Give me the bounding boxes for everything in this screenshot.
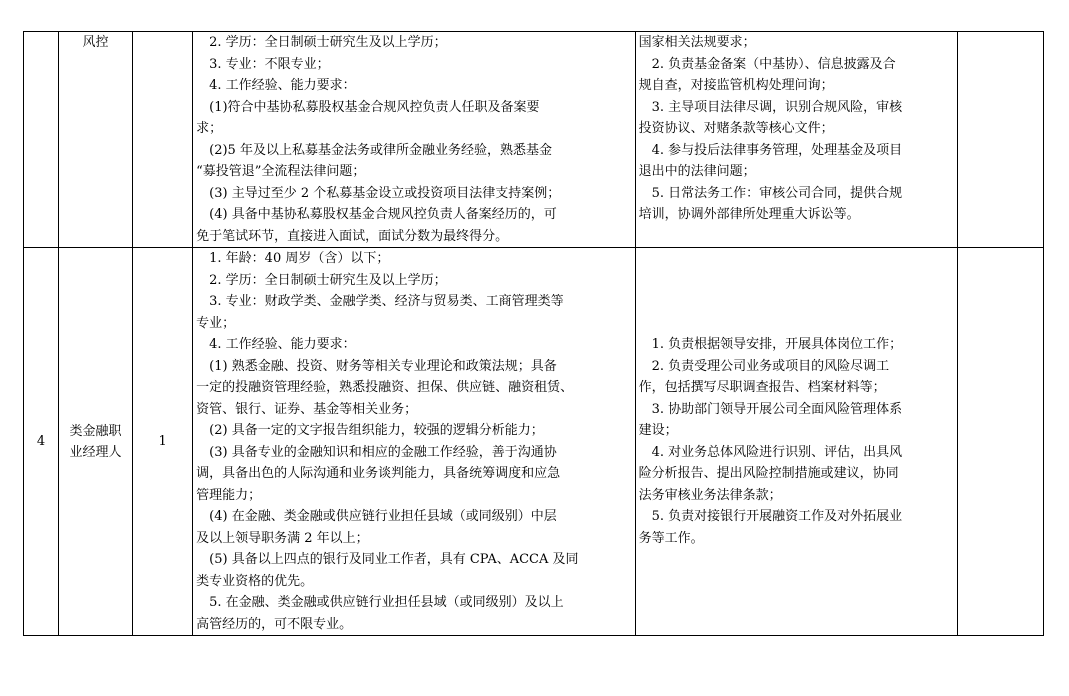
duty-line: 建设；	[638, 423, 678, 438]
duty-line: 2. 负责基金备案（中基协）、信息披露及合	[638, 56, 896, 72]
requirements-cell	[193, 32, 635, 248]
duty-line: 5. 日常法务工作：审核公司合同，提供合规	[638, 185, 903, 201]
requirement-line: (2) 具备一定的文字报告组织能力，较强的逻辑分析能力；	[196, 423, 544, 438]
duties-cell	[635, 32, 957, 248]
requirement-line: (4) 在金融、类金融或供应链行业担任县域（或同级别）中层	[196, 509, 557, 524]
remarks-cell	[957, 32, 1043, 248]
requirement-line: 及以上领导职务满 2 年以上；	[196, 530, 369, 546]
duty-line: 险分析报告、提出风险控制措施或建议，协同	[638, 466, 899, 481]
requirement-line: 4. 工作经验、能力要求：	[196, 337, 356, 352]
headcount: 1	[158, 433, 167, 449]
requirement-line: (3) 主导过至少 2 个私募基金设立或投资项目法律支持案例；	[196, 185, 561, 201]
headcount-cell	[133, 248, 193, 636]
headcount-cell	[133, 32, 193, 248]
requirement-line: (2)5 年及以上私募基金法务或律所金融业务经验，熟悉基金	[196, 142, 552, 158]
duty-line: 作，包括撰写尽职调查报告、档案材料等；	[638, 380, 886, 395]
row-index-cell	[24, 248, 59, 636]
table-row	[24, 248, 1044, 636]
position-cell	[59, 32, 133, 248]
duty-line: 务等工作。	[638, 530, 704, 546]
duty-line: 4. 对业务总体风险进行识别、评估，出具风	[638, 444, 903, 460]
requirement-line: “募投管退”全流程法律问题；	[196, 164, 366, 179]
requirement-line: 2. 学历：全日制硕士研究生及以上学历；	[196, 35, 447, 50]
requirement-line: 一定的投融资管理经验，熟悉投融资、担保、供应链、融资租赁、	[196, 380, 574, 395]
requirement-line: 1. 年龄：40 周岁（含）以下；	[196, 251, 390, 266]
requirement-line: 类专业资格的优先。	[196, 573, 314, 589]
duty-line: 培训，协调外部律所处理重大诉讼等。	[638, 207, 860, 222]
requirement-line: 专业；	[196, 315, 236, 331]
requirement-line: 3. 专业：不限专业；	[196, 56, 330, 72]
duty-line: 4. 参与投后法律事务管理，处理基金及项目	[638, 142, 903, 158]
requirement-line: 资管、银行、证券、基金等相关业务；	[196, 401, 418, 417]
row-index: 4	[36, 433, 46, 449]
duty-line: 2. 负责受理公司业务或项目的风险尽调工	[638, 358, 890, 374]
requirement-line: 5. 在金融、类金融或供应链行业担任县域（或同级别）及以上	[196, 595, 564, 610]
remarks-cell	[957, 248, 1043, 636]
requirement-line: (4) 具备中基协私募股权基金合规风控负责人备案经历的，可	[196, 207, 557, 222]
requirement-line: (3) 具备专业的金融知识和相应的金融工作经验，善于沟通协	[196, 444, 557, 460]
duty-line: 投资协议、对赌条款等核心文件；	[638, 121, 834, 136]
requirement-line: (1)符合中基协私募股权基金合规风控负责人任职及备案要	[196, 99, 540, 115]
requirement-line: 3. 专业：财政学类、金融学类、经济与贸易类、工商管理类等	[196, 294, 564, 309]
duty-line: 1. 负责根据领导安排，开展具体岗位工作；	[638, 337, 903, 352]
requirement-line: (1) 熟悉金融、投资、财务等相关专业理论和政策法规；具备	[196, 358, 557, 374]
requirement-line: (5) 具备以上四点的银行及同业工作者，具有 CPA、ACCA 及同	[196, 552, 579, 567]
requirement-line: 4. 工作经验、能力要求：	[196, 78, 356, 93]
position-name: 风控	[82, 35, 109, 50]
requirement-line: 管理能力；	[196, 487, 262, 503]
duty-line: 5. 负责对接银行开展融资工作及对外拓展业	[638, 509, 903, 524]
duty-line: 3. 协助部门领导开展公司全面风险管理体系	[638, 401, 903, 417]
requirement-line: 高管经历的，可不限专业。	[196, 616, 353, 632]
table-row	[24, 32, 1044, 248]
duties-cell	[635, 248, 957, 636]
duty-line: 规自查，对接监管机构处理问询；	[638, 78, 834, 93]
requirements-cell	[193, 248, 635, 636]
job-requirements-table	[23, 31, 1044, 636]
position-name: 类金融职业经理人	[69, 423, 122, 460]
duty-line: 国家相关法规要求；	[638, 35, 756, 50]
duty-line: 3. 主导项目法律尽调，识别合规风险，审核	[638, 99, 903, 115]
requirement-line: 免于笔试环节，直接进入面试，面试分数为最终得分。	[196, 228, 509, 244]
position-cell	[59, 248, 133, 636]
row-index-cell	[24, 32, 59, 248]
duty-line: 法务审核业务法律条款；	[638, 487, 782, 503]
requirement-line: 2. 学历：全日制硕士研究生及以上学历；	[196, 272, 447, 288]
duty-line: 退出中的法律问题；	[638, 164, 756, 179]
requirement-line: 求；	[196, 121, 223, 136]
requirement-line: 调，具备出色的人际沟通和业务谈判能力，具备统筹调度和应急	[196, 466, 561, 481]
